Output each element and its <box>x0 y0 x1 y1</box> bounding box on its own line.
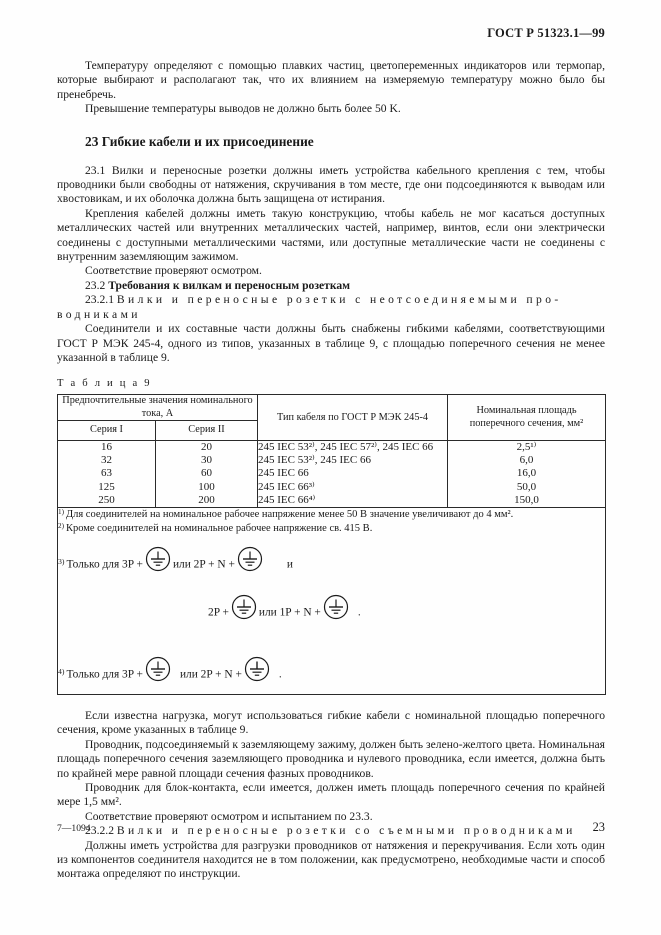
paragraph-temperature: Температуру определяют с помощью плавких частиц, цветопеременных индикаторов или термопар, которые выбирают и располагают так, что их влиянием на измеряемую температуру можно было бы пренебречь. <box>57 59 605 101</box>
footer-signature: 7—1094 <box>57 823 91 834</box>
paragraph-cable-fastening: Крепления кабелей должны иметь такую конструкцию, чтобы кабель не мог касаться доступных металлических частей или внутренних металлических частей, например, винтов, если они электрически соединены с доступными металлическими частями, или доступные металлические части не соединены с внутренним заземляющим зажимом. <box>57 206 605 264</box>
paragraph-block-contact: Проводник для блок-контакта, если имеется, должен иметь площадь поперечного сечения по крайней мере 1,5 мм². <box>57 780 605 809</box>
earth-ground-icon <box>244 656 270 694</box>
footnote-3-marker: 3) <box>58 557 65 567</box>
footnote-3-line2-lead: 2P + <box>208 606 229 619</box>
footnote-2-text: Кроме соединителей на номинальное рабочее напряжение св. 415 В. <box>65 522 373 534</box>
header-nominal-area: Номинальная площадь поперечного сечения, мм² <box>448 395 606 441</box>
footnote-3-line2-or: или 1P + N + <box>258 606 321 619</box>
footnote-3-line2-end: . <box>357 606 361 619</box>
footnote-1-text: Для соединителей на номинальное рабочее напряжение менее 50 В значение увеличивают до 4 мм². <box>65 508 514 520</box>
footnote-3-and: и <box>286 558 293 571</box>
footnote-4-or: или 2P + N + <box>179 668 242 681</box>
value-series-1-0: 16 <box>101 440 112 453</box>
paragraph-23-1: 23.1 Вилки и переносные розетки должны иметь устройства кабельного крепления с тем, чтобы проводники были свободны от натяжения, скручивания в том месте, где они подсоединяются к выводам или хвостовикам, и их оболочка должна быть защищена от истирания. <box>57 163 605 206</box>
footnote-1-marker: 1) <box>58 507 64 516</box>
earth-ground-icon <box>323 594 349 632</box>
clause-23-2-heading <box>57 279 605 293</box>
paragraph-compliance-inspection-1: Соответствие проверяют осмотром. <box>85 264 262 278</box>
table-body-row <box>58 440 606 507</box>
paragraph-connectors: Соединители и их составные части должны быть снабжены гибкими кабелями, соответствующими ГОСТ Р МЭК 245-4, одного из типов, указанных в таблице 9, с площадью поперечного сечения не менее указанной в таблице 9. <box>57 322 605 364</box>
footnote-4-lead: Только для 3P + <box>66 668 143 681</box>
paragraph-compliance-inspection-2: Соответствие проверяют осмотром и испытанием по 23.3. <box>85 809 373 823</box>
cell-series-1-values <box>58 440 156 507</box>
clause-23-2-1-heading-line1 <box>57 293 605 307</box>
page-content <box>57 26 605 882</box>
header-series-1: Серия I <box>58 420 156 440</box>
earth-ground-icon <box>145 656 171 694</box>
clause-23-2-1-title-line2: водниками <box>57 307 141 321</box>
header-current-group: Предпочтительные значения номинального тока, А <box>58 395 258 420</box>
paragraph-earth-conductor: Проводник, подсоединяемый к заземляющему зажиму, должен быть зелено-желтого цвета. Номинальная площадь поперечного сечения заземляющего проводника и нулевого проводника, если имеется, должна быть по крайней мере равной площади сечения фазных проводников. <box>57 737 605 780</box>
footnote-3-or: или 2P + N + <box>172 558 235 571</box>
clause-23-2-1-title-line1: Вилки и переносные розетки с неотсоединяемыми про- <box>116 293 562 307</box>
footnote-3-lead: Только для 3P + <box>66 558 143 571</box>
footnote-4-end: . <box>278 668 282 681</box>
clause-23-2-2-title: Вилки и переносные розетки со съемными проводниками <box>116 824 576 838</box>
value-area-3: 50,0 <box>516 480 537 493</box>
earth-ground-icon <box>231 594 257 632</box>
value-area-1: 6,0 <box>519 454 534 467</box>
value-series-2-4: 200 <box>198 493 215 506</box>
earth-ground-icon <box>237 546 263 584</box>
paragraph-excess-temperature: Превышение температуры выводов не должно быть более 50 K. <box>85 102 401 116</box>
running-head-standard-id: ГОСТ Р 51323.1—99 <box>487 26 605 40</box>
cell-area-values <box>448 440 606 507</box>
clause-23-2-title: Требования к вилкам и переносным розеткам <box>108 278 351 292</box>
paragraph-known-load: Если известна нагрузка, могут использоваться гибкие кабели с номинальной площадью поперечного сечения, кроме указанных в таблице 9. <box>57 708 605 737</box>
value-series-2-2: 60 <box>201 467 212 480</box>
header-cable-type: Тип кабеля по ГОСТ Р МЭК 245-4 <box>258 395 448 441</box>
clause-23-2-2-number: 23.2.2 <box>85 824 114 838</box>
clause-23-2-number: 23.2 <box>85 278 106 292</box>
value-cable-type-2: 245 IEC 66 <box>258 467 309 480</box>
value-cable-type-1: 245 IEC 53²⁾, 245 IEC 66 <box>258 454 371 467</box>
value-cable-type-3: 245 IEC 66³⁾ <box>258 480 315 493</box>
value-area-0: 2,5¹⁾ <box>516 440 537 453</box>
cell-table-footnotes <box>58 507 606 694</box>
value-area-2: 16,0 <box>516 467 537 480</box>
page-footer <box>57 820 605 838</box>
value-cable-type-4: 245 IEC 66⁴⁾ <box>258 493 316 506</box>
value-area-4: 150,0 <box>514 493 539 506</box>
footnote-3-line-1 <box>58 546 605 584</box>
paragraph-strain-relief: Должны иметь устройства для разгрузки проводников от натяжения и перекручивания. Если хоть один из компонентов соединителя находится не в том положении, как предусмотрено, необходимые части и способ монтажа определяют по инструкции. <box>57 838 605 881</box>
value-series-1-4: 250 <box>98 493 115 506</box>
table-9-caption: Т а б л и ц а 9 <box>57 378 152 390</box>
value-series-2-0: 20 <box>201 440 212 453</box>
table-footnotes-row <box>58 507 606 694</box>
footnote-1 <box>58 508 605 522</box>
value-series-1-1: 32 <box>101 454 112 467</box>
footnote-2-marker: 2) <box>58 521 64 530</box>
header-series-2: Серия II <box>156 420 258 440</box>
value-series-1-2: 63 <box>101 467 112 480</box>
value-cable-type-0: 245 IEC 53²⁾, 245 IEC 57²⁾, 245 IEC 66 <box>258 440 434 453</box>
section-heading-23: 23 Гибкие кабели и их присоединение <box>85 133 314 149</box>
value-series-1-3: 125 <box>98 480 115 493</box>
value-series-2-1: 30 <box>201 454 212 467</box>
value-series-2-3: 100 <box>198 480 215 493</box>
clause-23-2-1-heading-line2 <box>57 308 605 322</box>
clause-23-2-1-number: 23.2.1 <box>85 293 114 307</box>
footnote-2 <box>58 522 605 536</box>
table-9 <box>57 394 606 695</box>
footnote-4-marker: 4) <box>58 667 65 677</box>
cell-series-2-values <box>156 440 258 507</box>
cell-cable-type-values <box>258 440 448 507</box>
footer-page-number: 23 <box>592 820 605 834</box>
footnote-4 <box>58 656 605 694</box>
table-header-row-group <box>58 395 606 420</box>
footnote-3-line-2 <box>58 594 605 632</box>
earth-ground-icon <box>145 546 171 584</box>
